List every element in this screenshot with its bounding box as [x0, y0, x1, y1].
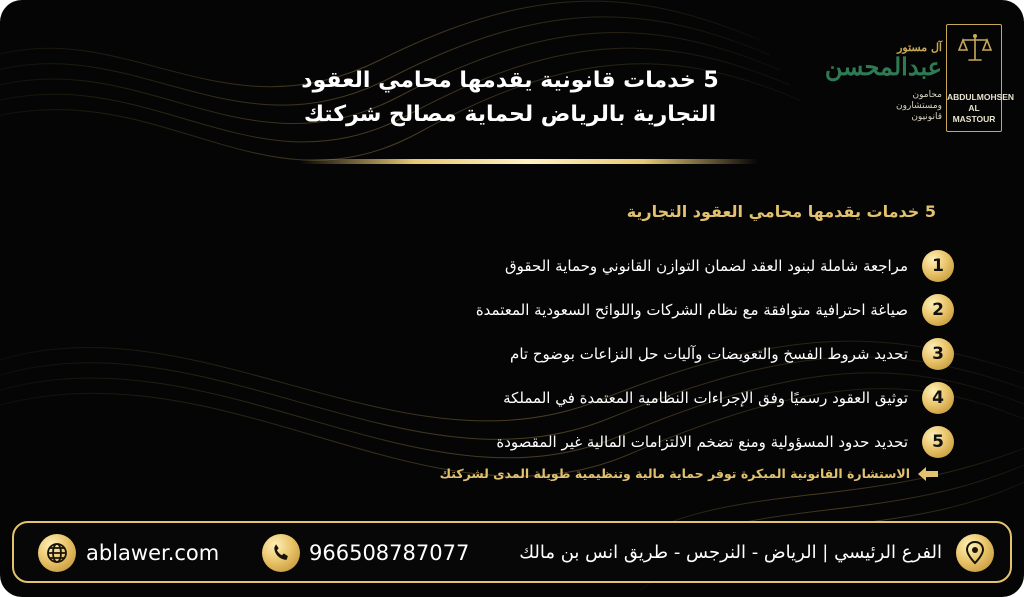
logo-tagline: محامون ومستشارون قانونيون — [896, 90, 942, 122]
branch-address: الفرع الرئيسي | الرياض - النرجس - طريق انس بن مالك — [519, 542, 942, 563]
main-title — [250, 64, 770, 132]
contact-bar — [12, 521, 1012, 583]
scales-of-justice-icon — [958, 33, 992, 63]
logo-family-name: آل مستور — [897, 41, 942, 54]
list-item — [314, 332, 954, 376]
list-item — [314, 288, 954, 332]
logo-main-name: عبدالمحسن — [824, 52, 942, 81]
list-item-text: مراجعة شاملة لبنود العقد لضمان التوازن القانوني وحماية الحقوق — [505, 257, 908, 275]
website-link[interactable]: ablawer.com — [86, 541, 220, 565]
note-text: الاستشارة القانونية المبكرة توفر حماية مالية وتنظيمية طويلة المدى لشركتك — [439, 466, 910, 481]
list-item-text: تحديد حدود المسؤولية ومنع تضخم الالتزامات المالية غير المقصودة — [496, 433, 908, 451]
list-item-text: صياغة احترافية متوافقة مع نظام الشركات واللوائح السعودية المعتمدة — [475, 301, 908, 319]
services-list — [314, 244, 954, 464]
company-logo — [824, 24, 1015, 134]
globe-icon — [38, 534, 76, 572]
phone-number[interactable]: 966508787077 — [309, 541, 470, 565]
list-item — [314, 376, 954, 420]
number-badge: 5 — [922, 426, 954, 458]
number-badge: 1 — [922, 250, 954, 282]
section-heading: 5 خدمات يقدمها محامي العقود التجارية — [626, 202, 936, 221]
location-pin-icon — [956, 534, 994, 572]
list-item-text: توثيق العقود رسميًا وفق الإجراءات النظامية المعتمدة في المملكة — [503, 389, 908, 407]
logo-emblem — [946, 24, 1015, 132]
consultation-note — [378, 466, 938, 481]
list-item — [314, 244, 954, 288]
number-badge: 3 — [922, 338, 954, 370]
list-item — [314, 420, 954, 464]
logo-english-name: ABDULMOHSEN AL MASTOUR — [947, 92, 1015, 124]
gold-divider — [300, 159, 758, 164]
logo-arabic-name — [824, 41, 942, 81]
title-line-1: 5 خدمات قانونية يقدمها محامي العقود — [301, 68, 719, 93]
number-badge: 2 — [922, 294, 954, 326]
arrow-left-icon — [918, 467, 938, 481]
number-badge: 4 — [922, 382, 954, 414]
phone-icon — [262, 534, 300, 572]
list-item-text: تحديد شروط الفسخ والتعويضات وآليات حل النزاعات بوضوح تام — [510, 345, 908, 363]
title-line-2: التجارية بالرياض لحماية مصالح شركتك — [303, 102, 717, 127]
